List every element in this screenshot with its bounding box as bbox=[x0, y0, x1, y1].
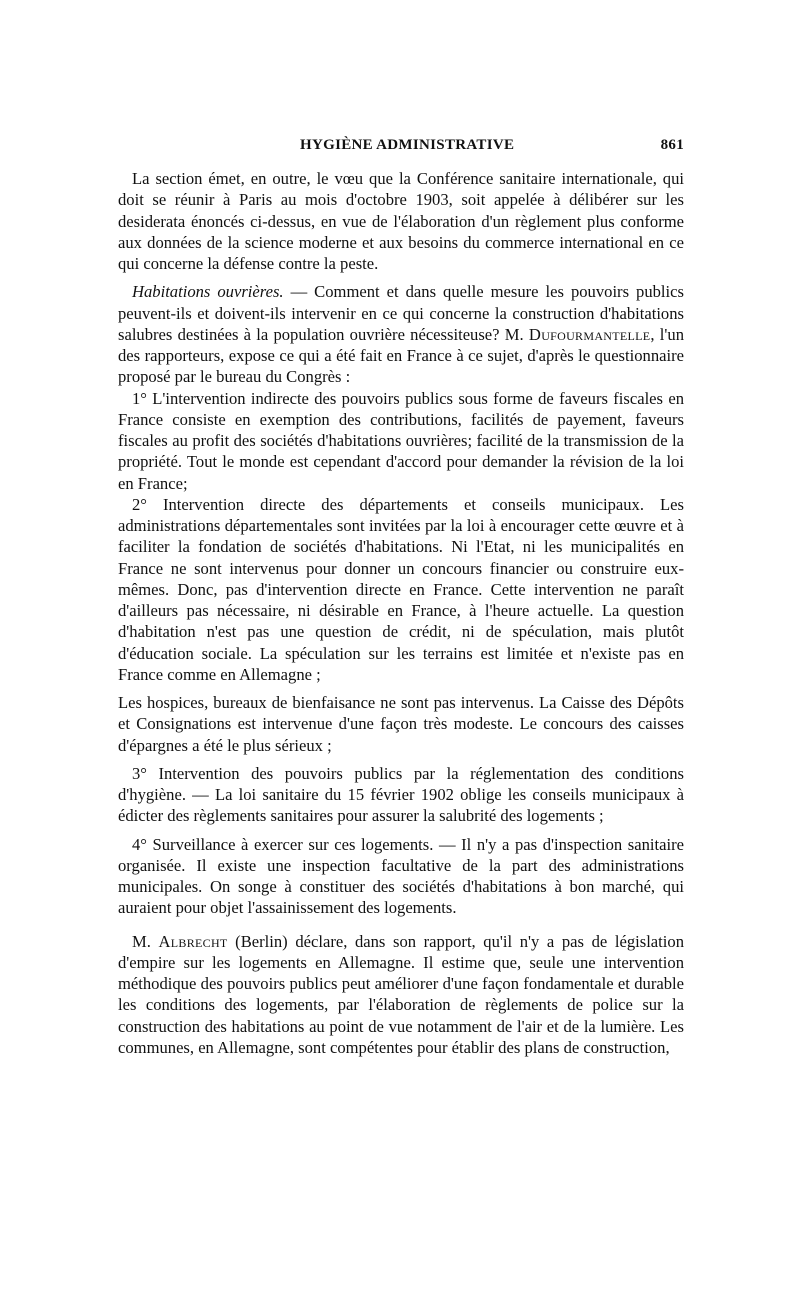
running-header bbox=[118, 137, 684, 161]
paragraph-point-1: 1° L'intervention indirecte des pouvoirs publics sous forme de faveurs fiscales en France consiste en exemption des contributions, facilités de payement, faveurs fiscales au profit des sociétés d'habitations ouvrières; facilité de la transmission de la propriété. Tout le monde est cependant d'accord pour demander la révision de la loi en France; bbox=[118, 388, 684, 493]
paragraph-prefix: M. bbox=[132, 931, 159, 951]
paragraph-text-part: — Comment et dans quelle mesure les pouvoirs publics peuvent-ils et doivent-ils intervenir en ce qui concerne la construction d'habitations salubres destinées à la population ouvrière nécessiteuse? M. bbox=[118, 282, 684, 344]
paragraph-point-4: 4° Surveillance à exercer sur ces logements. — Il n'y a pas d'inspection sanitaire organisée. Il existe une inspection facultative de la part des administrations municipales. On songe à constituer des sociétés d'habitations à bon marché, qui auraient pour objet l'assainissement des logements. bbox=[118, 834, 684, 918]
paragraph-albrecht bbox=[118, 931, 684, 1059]
paragraph-point-3: 3° Intervention des pouvoirs publics par la réglementation des conditions d'hygiène. — La loi sanitaire du 15 février 1902 oblige les conseils municipaux à édicter des règlements sanitaires pour assurer la salubrité des logements ; bbox=[118, 763, 684, 826]
paragraph-point-2: 2° Intervention directe des départements et conseils municipaux. Les administrations départementales sont invitées par la loi à encourager cette œuvre et à faciliter la fondation de sociétés d'habitations. Ni l'Etat, ni les municipalités en France ne sont intervenus pour donner un concours financier ou construire eux-mêmes. Donc, pas d'intervention directe en France. Cette intervention ne paraît d'ailleurs pas nécessaire, ni désirable en France, à l'heure actuelle. La question d'habitation n'est pas une question de crédit, ni de spéculation, mais plutôt d'éducation sociale. La spéculation sur les terrains est limitée et n'existe pas en France comme en Allemagne ; bbox=[118, 494, 684, 684]
section-heading: Habitations ouvrières. bbox=[132, 282, 284, 302]
paragraph-hospices: Les hospices, bureaux de bienfaisance ne sont pas intervenus. La Caisse des Dépôts et Consignations est intervenue d'une façon très modeste. Le concours des caisses d'épargnes a été le plus sérieux ; bbox=[118, 693, 684, 755]
body-text bbox=[118, 168, 684, 1058]
paragraph-habitations-ouvrieres bbox=[118, 281, 684, 387]
header-title: HYGIÈNE ADMINISTRATIVE bbox=[300, 137, 515, 153]
rapporteur-name: Albrecht bbox=[158, 931, 228, 951]
rapporteur-name: Dufourmantelle bbox=[528, 324, 651, 344]
paragraph-conference-sanitaire: La section émet, en outre, le vœu que la Conférence sanitaire internationale, qui doit se réunir à Paris au mois d'octobre 1903, soit appelée à délibérer sur les desiderata énoncés ci-dessus, en vue de l'élaboration d'un règlement plus conforme aux données de la science moderne et aux besoins du commerce international en ce qui concerne la défense contre la peste. bbox=[118, 169, 684, 273]
paragraph-text-part: , l'un des rapporteurs, expose ce qui a été fait en France à ce sujet, d'après le questionnaire proposé par le bureau du Congrès : bbox=[118, 324, 684, 387]
page-number: 861 bbox=[660, 137, 684, 153]
paragraph-text-part: (Berlin) déclare, dans son rapport, qu'il n'y a pas de législation d'empire sur les logements en Allemagne. Il estime que, seule une intervention méthodique des pouvoirs publics peut améliorer d'une façon fondamentale et durable les conditions des logements, par l'élaboration de règlements de police sur la construction des habitations au point de vue notamment de l'air et de la lumière. Les communes, en Allemagne, sont compétentes pour établir des plans de construction, bbox=[118, 931, 684, 1057]
